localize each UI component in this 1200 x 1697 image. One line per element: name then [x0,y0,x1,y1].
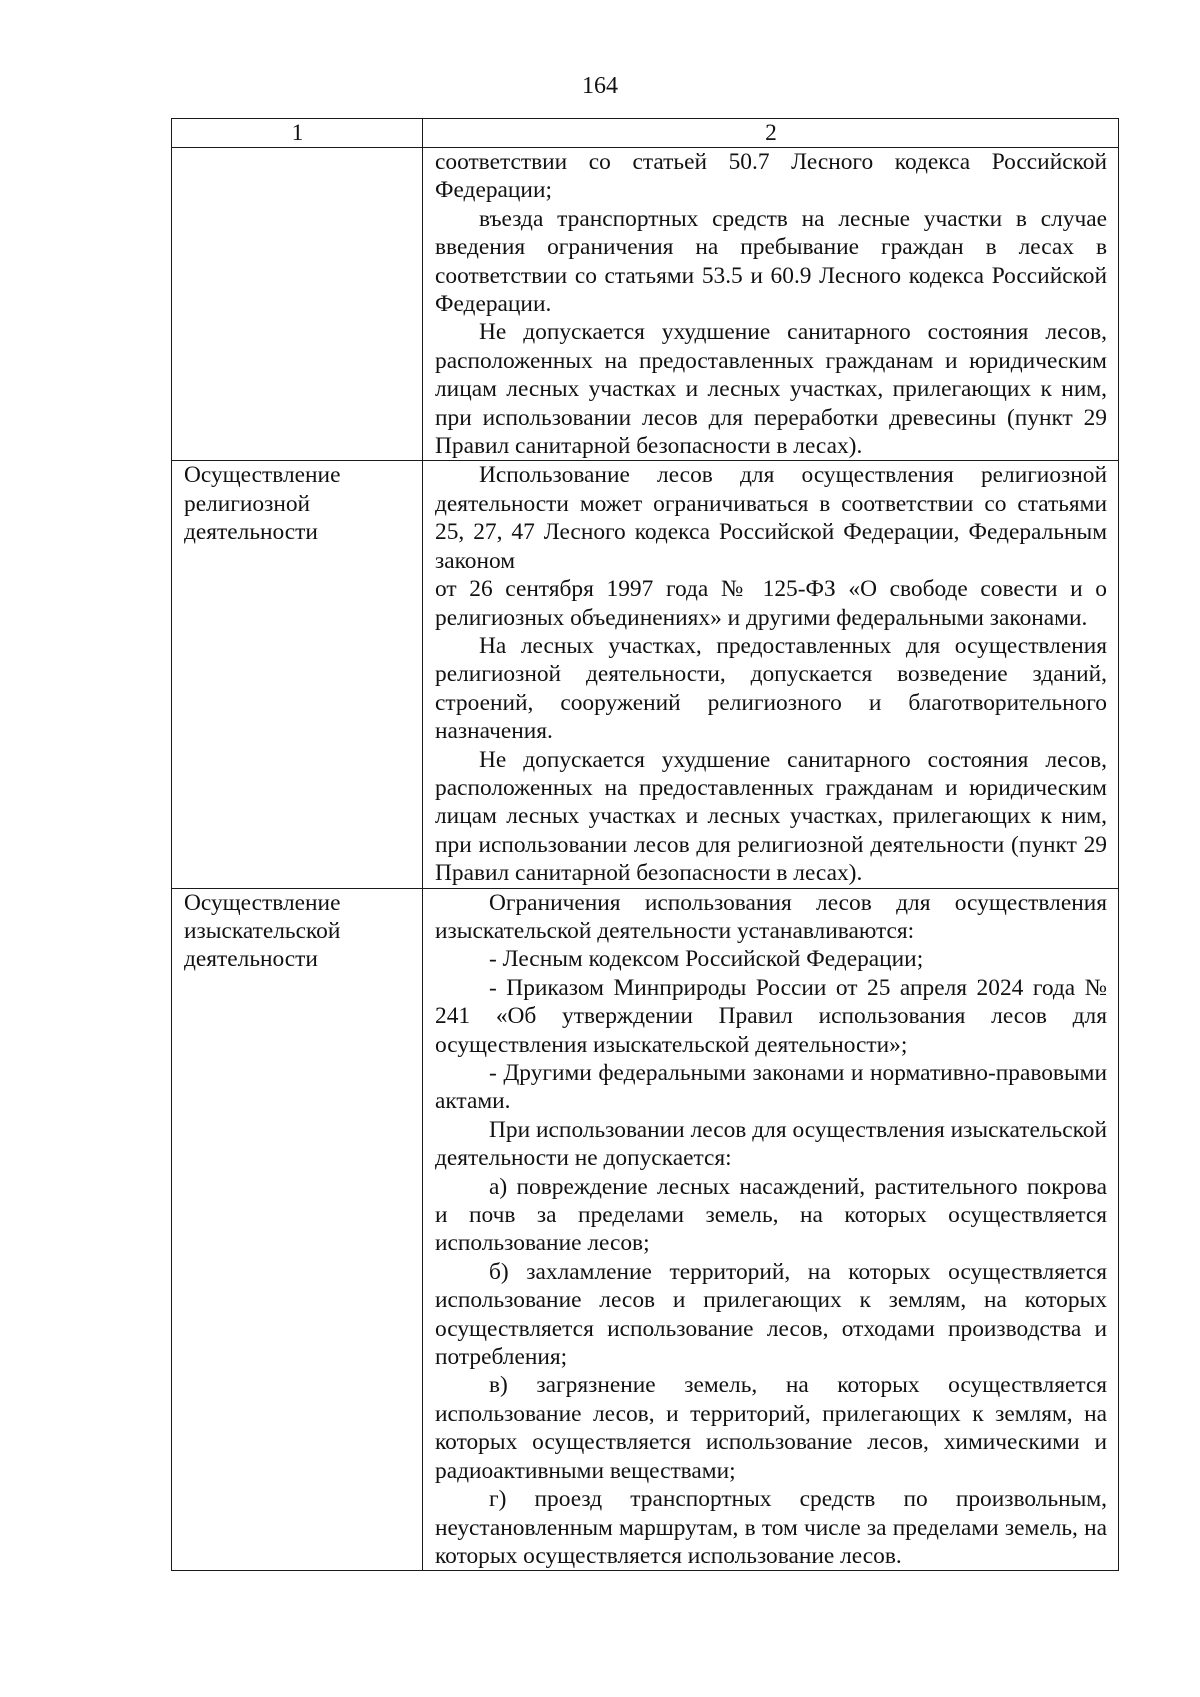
activity-name-line: изыскательской [184,917,341,944]
table-row [172,461,1119,888]
header-cell-1: 1 [172,119,423,148]
activity-name-cell [172,148,423,461]
list-item: - Другими федеральными законами и нормативно-правовыми актами. [435,1060,1107,1115]
paragraph: от 26 сентября 1997 года № 125-ФЗ «О свободе совести и о религиозных объединениях» и другими федеральными законами. [435,576,1107,631]
paragraph: Не допускается ухудшение санитарного состояния лесов, расположенных на предоставленных гражданам и юридическим лицам лесных участках и лесных участках, прилегающих к ним, при использовании лесов для религиозной деятельности (пункт 29 Правил санитарной безопасности в лесах). [435,746,1107,887]
page-number: 164 [582,73,618,99]
paragraph: Использование лесов для осуществления религиозной деятельности может ограничиваться в соответствии со статьями 25, 27, 47 Лесного кодекса Российской Федерации, Федеральным законом [435,462,1107,574]
paragraph: въезда транспортных средств на лесные участки в случае введения ограничения на пребывание граждан в лесах в соответствии со статьями 53.5 и 60.9 Лесного кодекса Российской Федерации. [435,205,1107,318]
activity-name-line: Осуществление [184,462,341,489]
table-row [172,148,1119,461]
activity-name-line: Осуществление [184,889,341,916]
activity-name-cell [172,461,423,888]
paragraph: соответствии со статьей 50.7 Лесного кодекса Российской Федерации; [435,149,1107,204]
table-row [172,888,1119,1571]
list-item: а) повреждение лесных насаждений, растительного покрова и почв за пределами земель, на которых осуществляется использование лесов; [435,1173,1107,1257]
header-cell-2: 2 [423,119,1119,148]
paragraph: Ограничения использования лесов для осуществления изыскательской деятельности устанавливаются: [435,889,1107,944]
activity-name-line: деятельности [184,946,318,973]
paragraph: На лесных участках, предоставленных для осуществления религиозной деятельности, допускается возведение зданий, строений, сооружений религиозного и благотворительного назначения. [435,632,1107,745]
paragraph: При использовании лесов для осуществления изыскательской деятельности не допускается: [435,1116,1107,1172]
regulation-text-cell [423,461,1119,888]
regulation-text-cell [423,888,1119,1571]
activity-name-line: религиозной [184,490,311,517]
table-header-row [172,119,1119,148]
paragraph: Не допускается ухудшение санитарного состояния лесов, расположенных на предоставленных гражданам и юридическим лицам лесных участках и лесных участках, прилегающих к ним, при использовании лесов для переработки древесины (пункт 29 Правил санитарной безопасности в лесах). [435,319,1107,460]
list-item: в) загрязнение земель, на которых осуществляется использование лесов, и территорий, прилегающих к землям, на которых осуществляется использование лесов, химическими и радиоактивными веществами; [435,1372,1107,1484]
list-item: б) захламление территорий, на которых осуществляется использование лесов и прилегающих к землям, на которых осуществляется использование лесов, отходами производства и потребления; [435,1258,1107,1371]
list-item: г) проезд транспортных средств по произвольным, неустановленным маршрутам, в том числе за пределами земель, на которых осуществляется использование лесов. [435,1486,1107,1569]
list-item: - Приказом Минприроды России от 25 апреля 2024 года № 241 «Об утверждении Правил использования лесов для осуществления изыскательской деятельности»; [435,974,1107,1058]
activity-name-line: деятельности [184,519,318,546]
regulation-text-cell [423,148,1119,461]
list-item: - Лесным кодексом Российской Федерации; [489,946,924,973]
activity-name-cell [172,888,423,1571]
regulation-table [171,118,1119,1571]
